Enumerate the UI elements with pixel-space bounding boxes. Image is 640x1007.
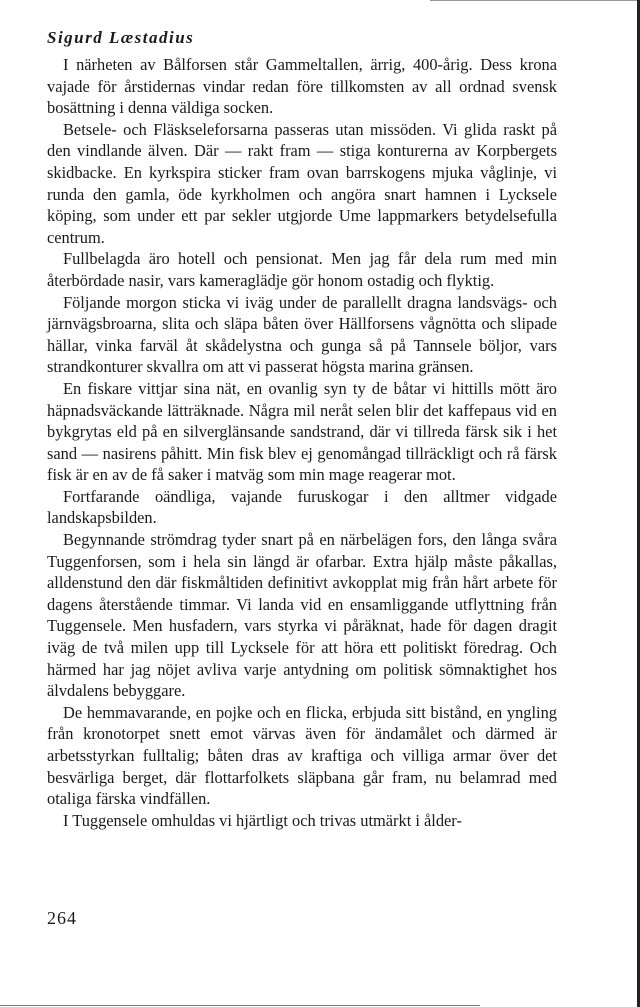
paragraph: Följande morgon sticka vi iväg under de parallellt dragna landsvägs- och järnvägsbroarna, slita och släpa båten över Hällforsens vågnötta och slipade hällar, vinka farväl åt skådelystna och gunga så på Tannsele böljor, vars strandkonturer skvallra om att vi passerat högsta marina gränsen.	[47, 292, 557, 377]
paragraph: Fullbelagda äro hotell och pensionat. Men jag får dela rum med min återbördade nasir, vars kameraglädje gör honom ostadig och flyktig.	[47, 249, 557, 290]
paragraph: De hemmavarande, en pojke och en flicka, erbjuda sitt bistånd, en yngling från kronotorpet snett emot värvas även för ändamålet och därmed är arbetsstyrkan fulltalig; båten dras av kraftiga och villiga armar över det besvärliga berget, där flottarfolkets släpbana går fram, nu belamrad med otaliga färska vindfällen.	[47, 702, 557, 809]
paragraph: En fiskare vittjar sina nät, en ovanlig syn ty de båtar vi hittills mött äro häpnadsväckande lätträknade. Några mil neråt selen blir det kaffepaus vid en bykgrytas eld på en silverglänsande sandstrand, där vi tillreda färsk sik i het sand — nasirens påhitt. Min fisk blev ej genomångad tillräckligt och rå färsk fisk är en av de få saker i matväg som min mage reagerar mot.	[47, 378, 557, 485]
running-head-author: Sigurd Læstadius	[47, 28, 195, 47]
paragraph: Fortfarande oändliga, vajande furuskogar i den alltmer vidgade landskapsbilden.	[47, 486, 557, 528]
paragraph: Betsele- och Fläskseleforsarna passeras utan missöden. Vi glida raskt på den vindlande älven. Där — rakt fram — stiga konturerna av Korpbergets skidbacke. En kyrkspira sticker fram ovan barrskogens mjuka våglinje, vi runda den gamla, öde kyrkholmen och angöra snart hamnen i Lycksele köping, som under ett par sekler utgjorde Ume lappmarkers betydelsefulla centrum.	[47, 119, 557, 247]
paragraph-last: I Tuggensele omhuldas vi hjärtligt och trivas utmärkt i ålder-	[63, 810, 462, 830]
body-text	[47, 54, 557, 831]
book-page	[47, 26, 557, 831]
scan-bottom-edge	[0, 1005, 480, 1006]
scan-top-edge	[430, 0, 640, 1]
paragraph: Begynnande strömdrag tyder snart på en närbelägen fors, den långa svåra Tuggenforsen, som i hela sin längd är ofarbar. Extra hjälp måste påkallas, alldenstund den där fiskmåltiden definitivt avkopplat mig från hårt arbete för dagens återstående timmar. Vi landa vid en ensamliggande utflyttning från Tuggensele. Men husfadern, vars styrka vi påräknat, hade för dagen dragit iväg de två milen upp till Lycksele för att höra ett politiskt föredrag. Och härmed har jag nöjet avliva varje antydning om politisk sömnaktighet hos älvdalens bebyggare.	[47, 530, 557, 701]
page-number: 264	[47, 908, 77, 928]
paragraph: I närheten av Bålforsen står Gammeltallen, ärrig, 400-årig. Dess krona vajade för årstidernas vindar redan före tillkomsten av all ordnad svensk bosättning i denna väldiga socken.	[47, 55, 557, 118]
